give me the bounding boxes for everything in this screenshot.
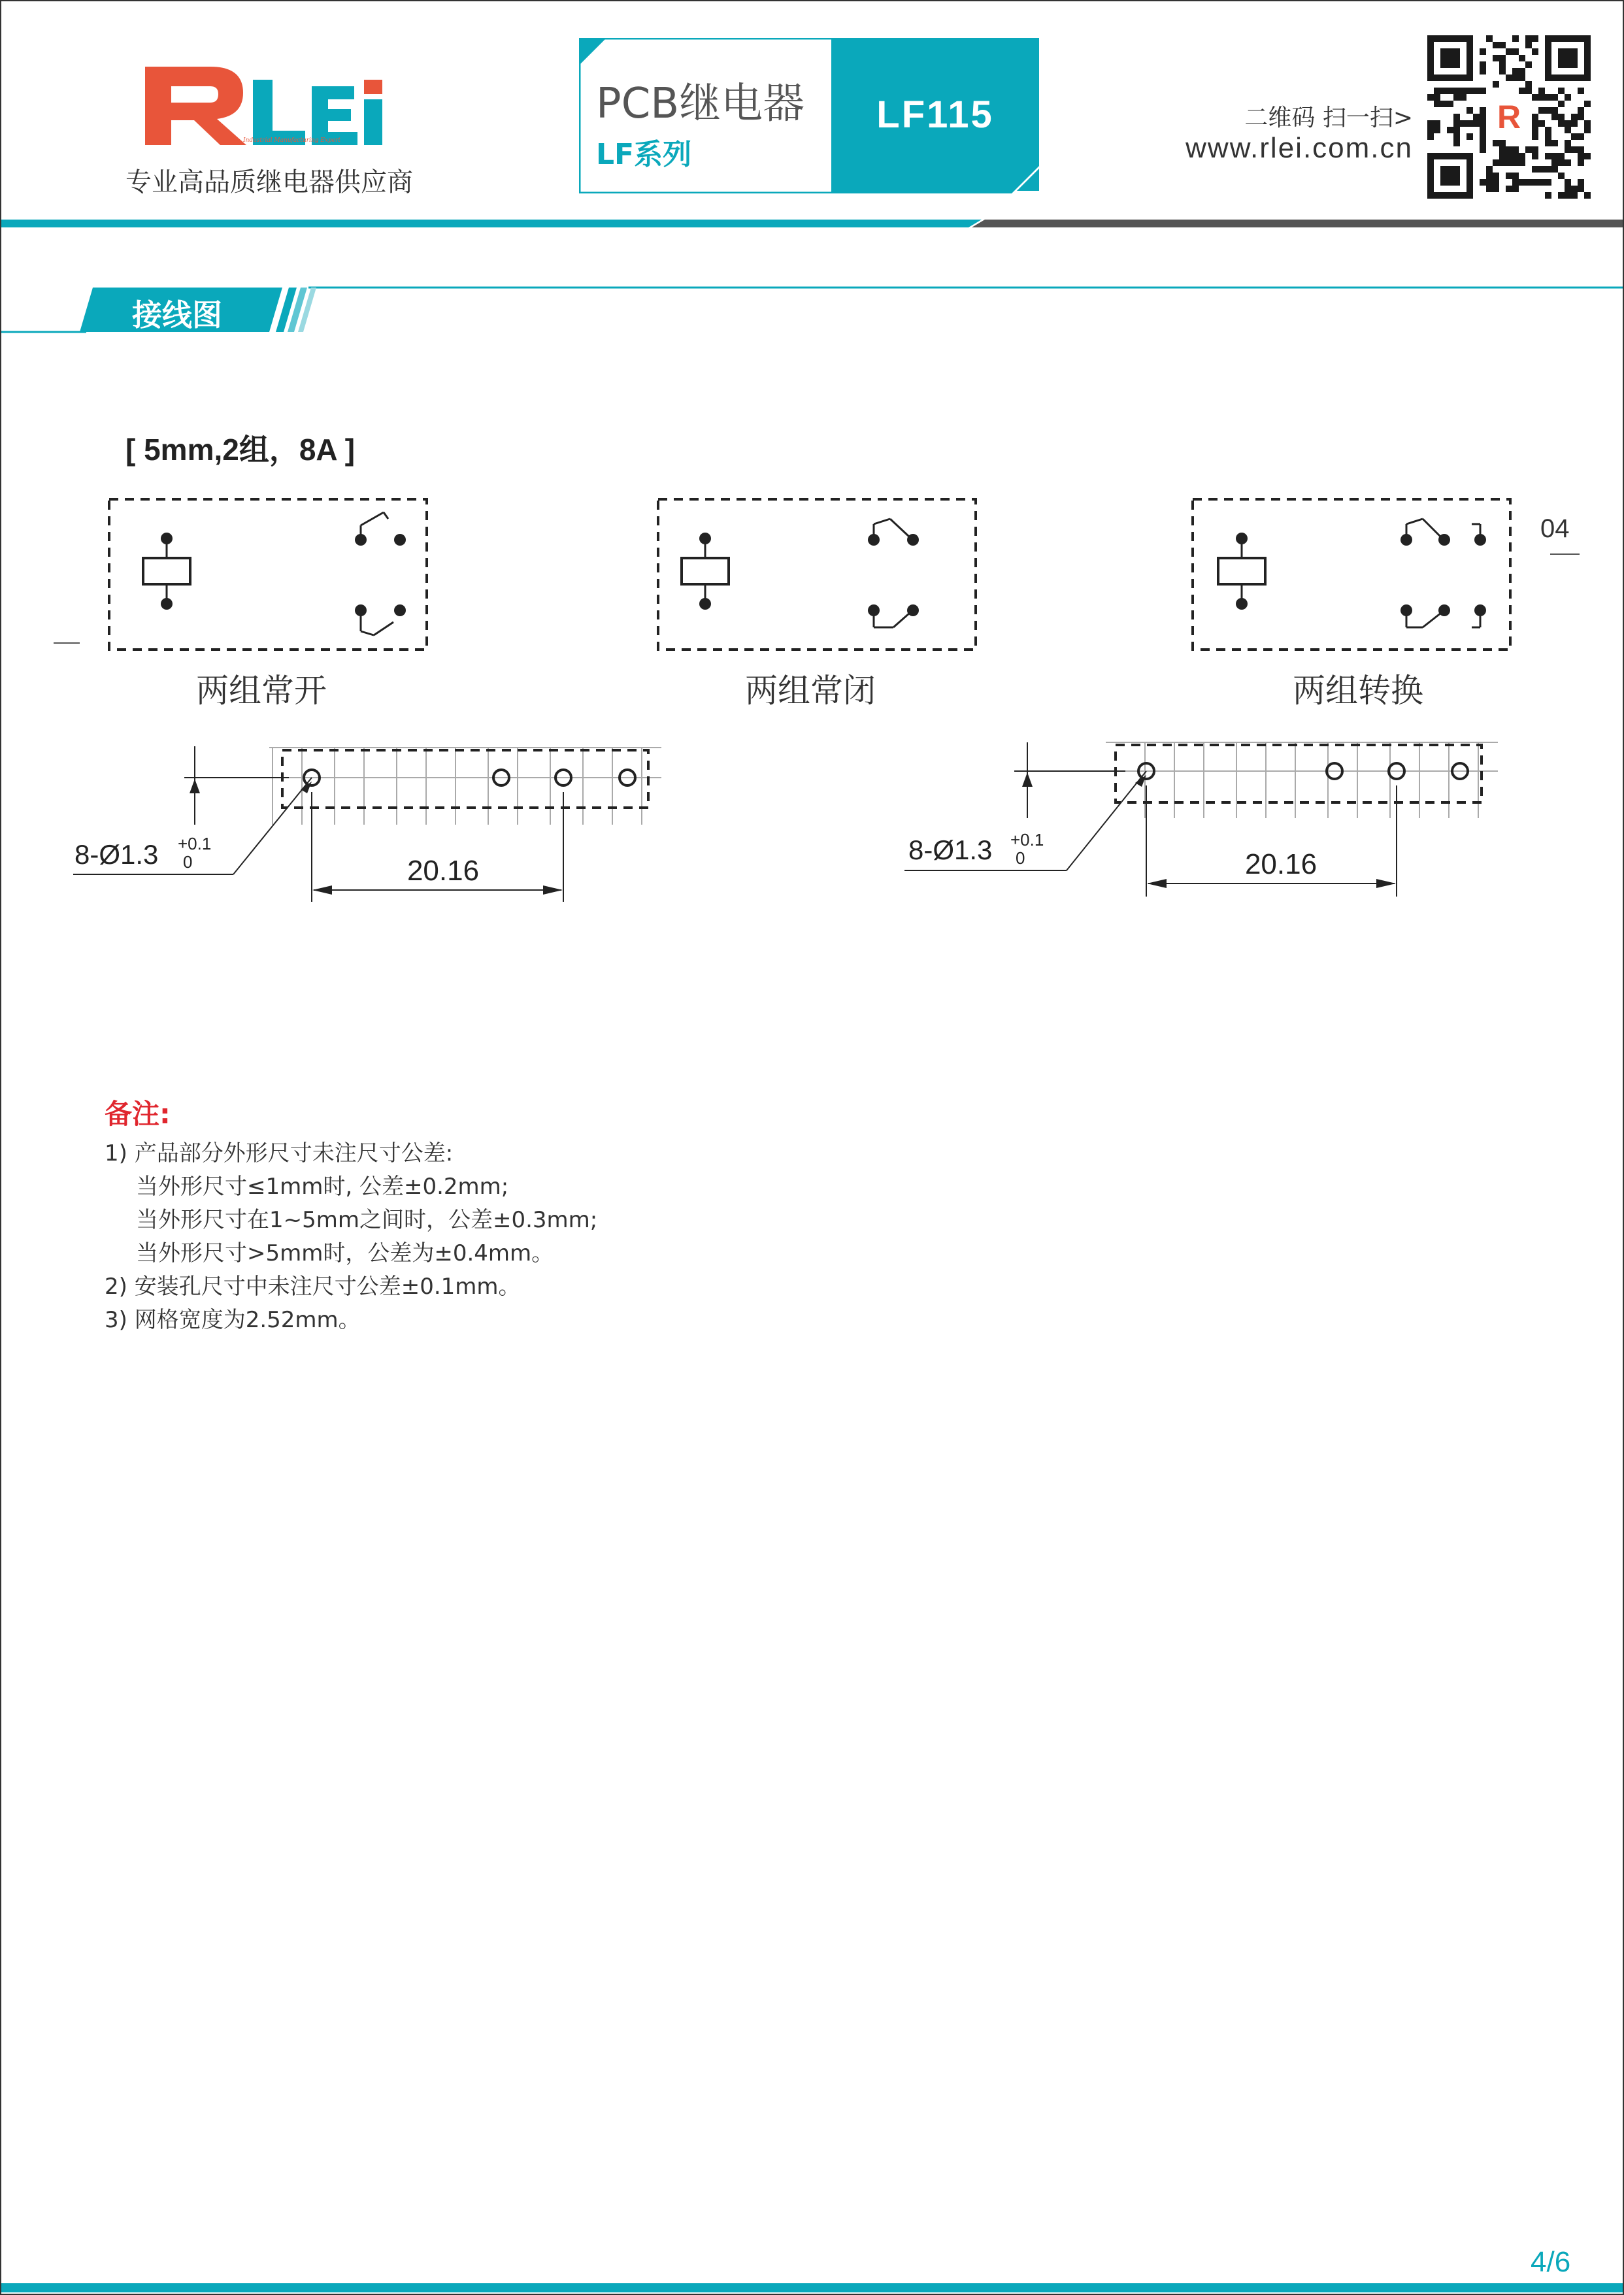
product-type: PCB继电器 (596, 80, 805, 128)
notes-title: 备注: (105, 1098, 171, 1130)
dimension-right: 20.16 (1244, 848, 1317, 880)
section-banner (1, 282, 1623, 335)
diagram-normally-closed (658, 499, 976, 650)
note-line-1: 1) 产品部分外形尺寸未注尺寸公差: (105, 1140, 454, 1166)
spec-label: [ 5mm,2组，8A ] (125, 433, 356, 467)
pcb-layout-left (73, 746, 661, 902)
page-number: 4/6 (1531, 2246, 1571, 2278)
header-divider (1, 217, 1623, 233)
model-number: LF115 (876, 93, 994, 136)
qr-code (1427, 35, 1591, 199)
rlei-logo (132, 54, 393, 152)
hole-label-left: 8-Ø1.3 (75, 839, 159, 870)
svg-text:R: R (1497, 99, 1521, 135)
caption-changeover: 两组转换 (1293, 672, 1423, 710)
hole-label-right: 8-Ø1.3 (908, 834, 993, 865)
scan-prompt: 二维码 扫一扫> (1244, 105, 1413, 131)
series-name: LF系列 (596, 138, 692, 171)
pcb-layout-right (904, 742, 1498, 897)
note-line-2: 当外形尺寸≤1mm时, 公差±0.2mm; (136, 1174, 509, 1200)
caption-normally-open: 两组常开 (196, 672, 327, 710)
slogan: 专业高品质继电器供应商 (125, 167, 413, 197)
tol-upper-left: +0.1 (178, 834, 212, 853)
note-line-6: 3) 网格宽度为2.52mm。 (105, 1307, 361, 1333)
pcb-layouts (67, 733, 1570, 916)
tol-upper-right: +0.1 (1010, 830, 1044, 850)
dimension-left: 20.16 (406, 855, 480, 887)
note-line-5: 2) 安装孔尺寸中未注尺寸公差±0.1mm。 (105, 1274, 521, 1300)
stray-label: 04 (1540, 514, 1570, 543)
website-link[interactable]: www.rlei.com.cn (1185, 132, 1413, 164)
section-title: 接线图 (132, 297, 222, 333)
footer-bar (1, 2282, 1623, 2294)
brand-tagline: Industrial Manufacturing Expert (243, 137, 341, 144)
tol-lower-right: 0 (1016, 848, 1025, 868)
tol-lower-left: 0 (183, 852, 193, 872)
note-line-4: 当外形尺寸>5mm时，公差为±0.4mm。 (136, 1240, 554, 1266)
note-line-3: 当外形尺寸在1~5mm之间时，公差±0.3mm; (136, 1207, 598, 1233)
caption-normally-closed: 两组常闭 (745, 672, 876, 710)
diagram-changeover (1193, 499, 1580, 650)
